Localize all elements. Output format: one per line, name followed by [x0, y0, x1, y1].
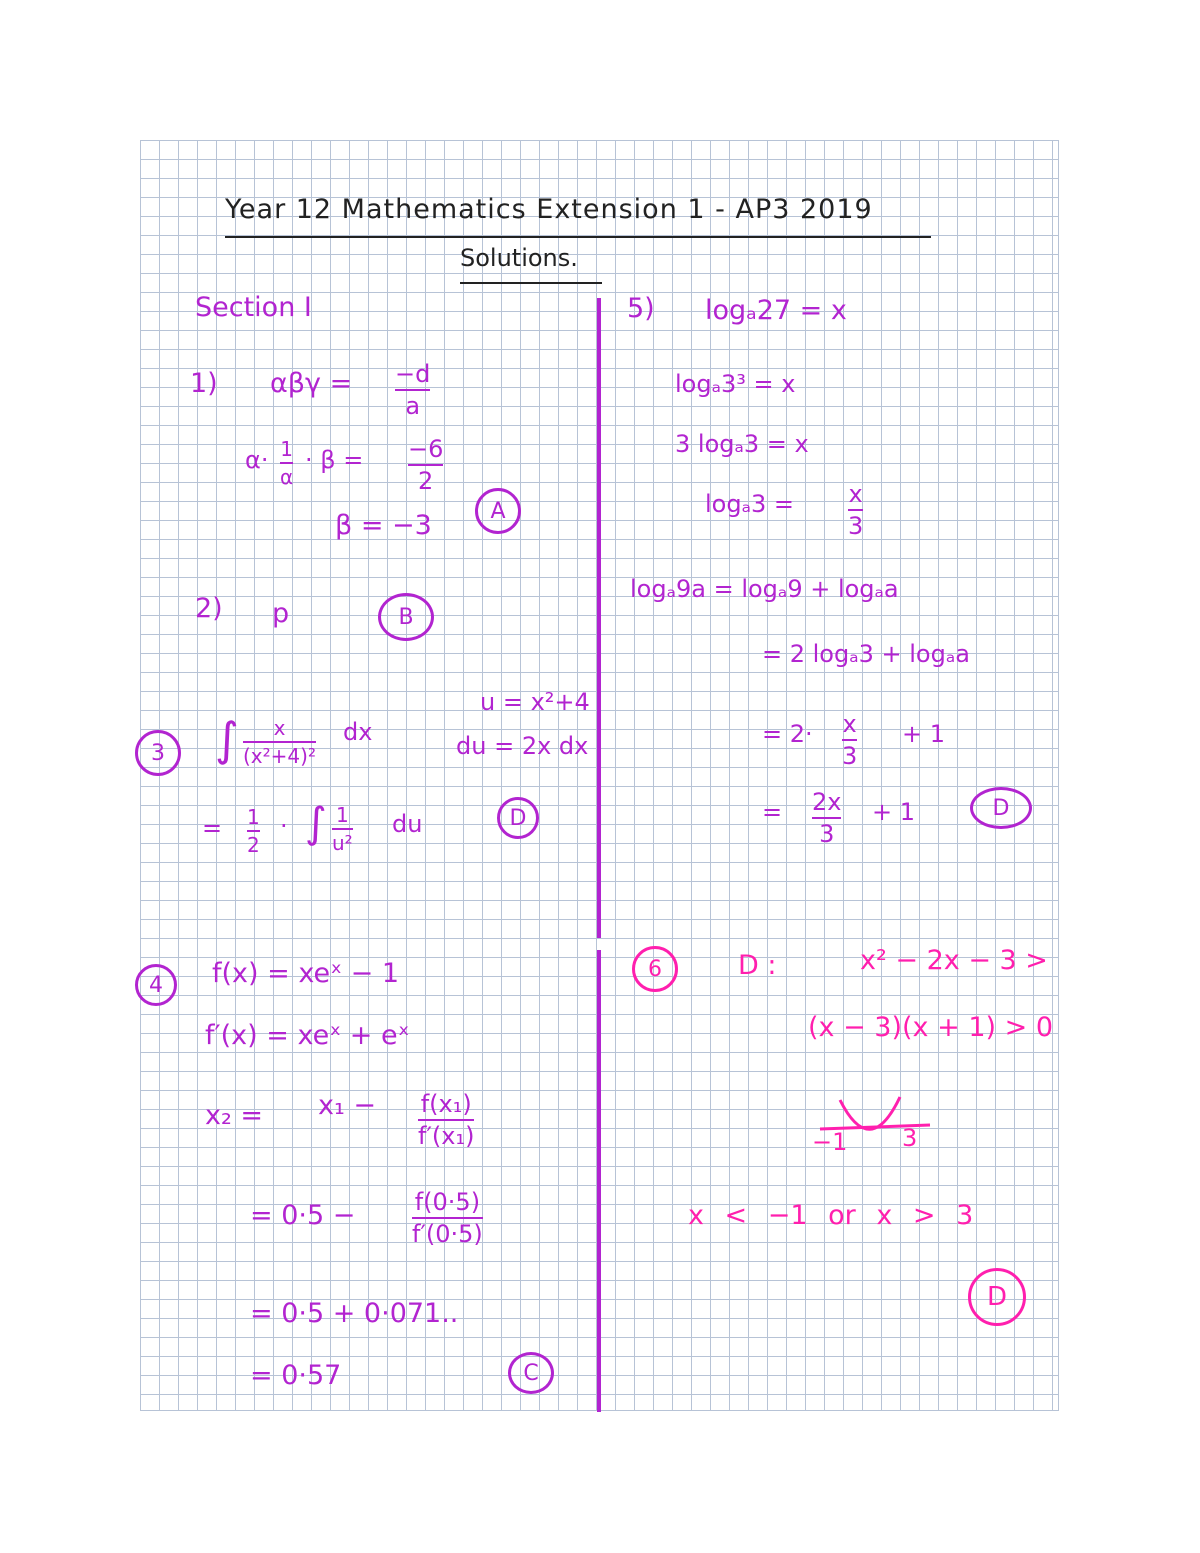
- q1-line2-lhs-fraction: [280, 437, 293, 489]
- q5-line4-lhs: logₐ3 =: [705, 490, 794, 518]
- q6-line1: x² − 2x − 3 >: [860, 945, 1048, 976]
- q1-line2-lhs-num: 1: [280, 437, 293, 461]
- q3-dot: ·: [280, 812, 288, 840]
- q1-line2-rhs-fraction: [408, 435, 443, 495]
- q4-line4-lhs: = 0·5 −: [250, 1200, 356, 1231]
- fraction-bar: [812, 817, 841, 819]
- q3-dx: dx: [343, 718, 373, 746]
- q5-line7-post: + 1: [902, 720, 946, 748]
- q4-number-circle: 4: [135, 964, 177, 1006]
- q1-number: 1): [190, 368, 218, 399]
- q6-line2: (x − 3)(x + 1) > 0: [808, 1012, 1053, 1043]
- q1-line2-rhs-den: 2: [418, 467, 434, 495]
- q3-half-fraction: [247, 805, 260, 857]
- q4-newton-num: f(x₁): [420, 1090, 472, 1118]
- q4-answer-circle: C: [508, 1352, 554, 1394]
- vertical-divider-bottom: [597, 950, 601, 1412]
- q5-line1: logₐ27 = x: [705, 295, 847, 326]
- q5-number: 5): [627, 293, 655, 324]
- q3-substitution-derivative: du = 2x dx: [456, 732, 589, 760]
- sketch-parabola: [840, 1097, 900, 1129]
- fraction-bar: [842, 739, 857, 741]
- q3-u-den: u²: [332, 831, 353, 855]
- q5-line8-num: 2x: [812, 788, 842, 816]
- q3-integrand-fraction: [243, 716, 316, 768]
- page-subtitle: Solutions.: [460, 244, 578, 272]
- q4-line3-lhs: x₂ =: [205, 1100, 264, 1131]
- fraction-bar: [247, 830, 260, 832]
- q1-line2-lhs-den: α: [280, 465, 294, 489]
- q5-line4-den: 3: [848, 512, 864, 540]
- q1-line1-num: −d: [395, 360, 431, 388]
- q6-line3: x < −1 or x > 3: [688, 1200, 974, 1231]
- q5-line4-num: x: [848, 480, 863, 508]
- q3-half-den: 2: [247, 833, 260, 857]
- q4-value-den: f′(0·5): [412, 1220, 483, 1248]
- subtitle-underline: [460, 282, 602, 284]
- q5-line4-fraction: [848, 480, 863, 540]
- q5-line8-pre: =: [762, 798, 783, 826]
- q4-line3-mid: x₁ −: [318, 1090, 377, 1121]
- q3-answer-circle: D: [497, 797, 539, 839]
- q5-answer-circle: D: [970, 787, 1032, 829]
- q1-line3: β = −3: [335, 510, 432, 541]
- q5-line7-pre: = 2·: [762, 720, 813, 748]
- q6-answer-circle: D: [968, 1268, 1026, 1326]
- q1-answer-circle: A: [475, 488, 521, 534]
- q6-sketch-right-root: 3: [902, 1124, 918, 1152]
- q4-line1: f(x) = xeˣ − 1: [212, 958, 400, 989]
- q2-text: p: [272, 598, 290, 629]
- fraction-bar: [418, 1119, 474, 1121]
- fraction-bar: [408, 464, 443, 466]
- q4-line6: = 0·57: [250, 1360, 342, 1391]
- q1-line2-pre: α·: [245, 446, 269, 474]
- q2-answer-circle: B: [378, 593, 434, 641]
- q3-u-num: 1: [335, 803, 349, 827]
- q5-line7-fraction: [842, 710, 857, 770]
- vertical-divider-top: [597, 298, 601, 938]
- q4-line5: = 0·5 + 0·071..: [250, 1298, 459, 1329]
- fraction-bar: [280, 462, 293, 464]
- page-title: Year 12 Mathematics Extension 1 - AP3 2019: [225, 194, 873, 225]
- q2-number: 2): [195, 593, 223, 624]
- q4-value-num: f(0·5): [414, 1188, 481, 1216]
- q5-line8-den: 3: [819, 820, 835, 848]
- fraction-bar: [395, 389, 430, 391]
- q6-number-circle: 6: [632, 946, 678, 992]
- q3-half-num: 1: [247, 805, 260, 829]
- q3-u-fraction: [332, 803, 353, 855]
- q1-line1-fraction: [395, 360, 430, 420]
- q3-du: du: [392, 810, 423, 838]
- fraction-bar: [848, 509, 863, 511]
- q5-line6: = 2 logₐ3 + logₐa: [762, 640, 970, 668]
- q1-line1-lhs: αβγ =: [270, 368, 353, 399]
- q5-line3: 3 logₐ3 = x: [675, 430, 809, 458]
- q4-newton-den: f′(x₁): [418, 1122, 475, 1150]
- integral-sign: ∫: [305, 798, 327, 847]
- q5-line7-num: x: [842, 710, 857, 738]
- q3-integrand-den: (x²+4)²: [243, 744, 316, 768]
- q4-value-fraction: [412, 1188, 483, 1248]
- q4-line2: f′(x) = xeˣ + eˣ: [205, 1020, 410, 1051]
- q1-line2-rhs-num: −6: [408, 435, 444, 463]
- q5-line5: logₐ9a = logₐ9 + logₐa: [630, 575, 899, 603]
- title-underline: [225, 236, 931, 238]
- q5-line2: logₐ3³ = x: [675, 370, 796, 398]
- q3-number-circle: 3: [135, 730, 181, 776]
- q4-newton-fraction: [418, 1090, 474, 1150]
- q6-domain-label: D :: [738, 950, 777, 981]
- integral-sign: ∫: [215, 712, 239, 766]
- fraction-bar: [332, 828, 353, 830]
- q1-line2-post: · β =: [305, 446, 364, 474]
- fraction-bar: [412, 1217, 483, 1219]
- q5-line7-den: 3: [842, 742, 858, 770]
- q6-sketch-left-root: −1: [812, 1128, 848, 1156]
- q3-line2-equals: =: [202, 814, 223, 842]
- fraction-bar: [243, 741, 316, 743]
- q5-line8-post: + 1: [872, 798, 916, 826]
- q3-integrand-num: x: [273, 716, 286, 740]
- q1-line1-den: a: [405, 392, 421, 420]
- section-heading: Section I: [195, 292, 312, 323]
- q5-line8-fraction: [812, 788, 841, 848]
- q3-substitution: u = x²+4: [480, 688, 590, 716]
